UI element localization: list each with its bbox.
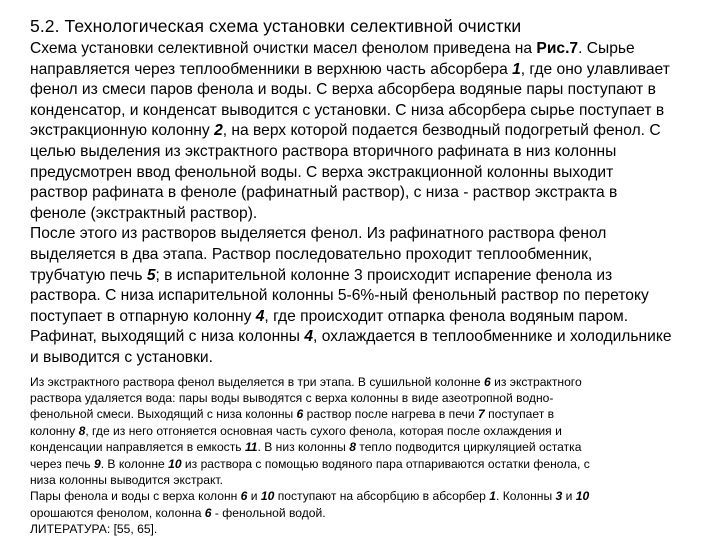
text-segment: трубчатую печь [30, 266, 147, 284]
text-line [30, 286, 702, 307]
text-segment: экстракционную колонну [30, 122, 215, 140]
text-segment: раствор после нагрева в печи [303, 407, 478, 422]
text-segment: , охлаждается в теплообменнике и холодильнике [313, 328, 672, 346]
section-title: 5.2. Технологическая схема установки селективной очистки [30, 16, 522, 36]
main-paragraph [30, 39, 702, 369]
emphasis-number: 2 [214, 122, 223, 140]
text-line [30, 307, 702, 328]
text-line [30, 456, 702, 472]
text-segment: направляется через теплообменники в верхнюю часть абсорбера [30, 60, 513, 78]
text-line [30, 374, 702, 390]
text-line [30, 142, 702, 163]
text-line [30, 348, 702, 369]
emphasis-number: 10 [575, 489, 590, 504]
text-segment: раствор рафината в феноле (рафинатный раствор), с низа - раствор экстракта в [30, 184, 618, 202]
text-segment: поступают на абсорбцию в абсорбер [274, 489, 490, 504]
text-segment: поступает в [484, 407, 555, 422]
text-segment: поступает в отпарную колонну [30, 307, 256, 325]
text-line [30, 101, 702, 122]
text-segment: ЛИТЕРАТУРА: [55, 65]. [30, 522, 158, 537]
emphasis-number: 8 [349, 440, 356, 455]
text-line [30, 224, 702, 245]
text-segment: раствора удаляется вода: пары воды выводятся с верха колонны в виде азеотропной водно- [30, 390, 554, 405]
text-segment: тепло подводится циркуляцией остатка [355, 440, 582, 455]
text-segment: низа колонны выводится экстракт. [30, 472, 223, 487]
emphasis-number: 5 [146, 266, 156, 284]
emphasis-number: 3 [555, 489, 563, 504]
text-segment: , где оно улавливает [520, 60, 670, 78]
text-line [30, 245, 702, 266]
text-line [30, 39, 702, 60]
text-segment: предусмотрен ввод фенольной воды. С верха экстракционной колонны выходит [30, 163, 614, 181]
text-segment: , где из него отгоняется основная часть сухого фенола, которая после охлаждения и [85, 423, 562, 438]
secondary-paragraph [30, 374, 702, 538]
emphasis-number: 6 [204, 505, 212, 520]
text-segment: фенольной смеси. Выходящий с низа колонны [30, 407, 297, 422]
text-line [30, 204, 702, 225]
text-segment: Рафинат, выходящий с низа колонны [30, 328, 305, 346]
text-line [30, 183, 702, 204]
text-segment: фенол из смеси паров фенола и воды. С верха абсорбера водяные пары поступают в [30, 81, 656, 99]
text-segment: и [247, 489, 261, 504]
text-line [30, 390, 702, 406]
text-segment: . Колонны [495, 489, 556, 504]
emphasis-number: 4 [255, 307, 265, 325]
emphasis-number: 6 [484, 374, 491, 389]
text-segment: и [562, 489, 576, 504]
text-segment: - фенольной водой. [211, 505, 326, 520]
text-segment: раствора. С низа испарительной колонны 5-6%-ный фенольный раствор по перетоку [30, 287, 649, 305]
text-line [30, 439, 702, 455]
text-line [30, 472, 702, 488]
emphasis-number: 10 [260, 489, 275, 504]
text-segment: Схема установки селективной очистки масел фенолом приведена на [30, 40, 537, 57]
text-segment: , где происходит отпарка фенола водяным паром. [264, 307, 629, 325]
emphasis-number: 7 [477, 407, 485, 422]
text-segment: . В колонне [100, 456, 169, 471]
text-line [30, 423, 702, 439]
emphasis-number: 1 [512, 60, 521, 78]
text-line [30, 60, 702, 81]
emphasis-number: 1 [489, 489, 496, 504]
emphasis-number: 6 [296, 407, 304, 422]
emphasis-number: 10 [168, 456, 182, 471]
text-segment: ; в испарительной колонне 3 происходит испарение фенола из [155, 266, 613, 284]
text-segment: через печь [30, 456, 94, 471]
text-segment: конденсатор, и конденсат выводится с установки. С низа абсорбера сырье поступает в [30, 101, 665, 119]
text-segment: колонну [30, 423, 79, 438]
text-line [30, 80, 702, 101]
text-segment: , на верх которой подается безводный подогретый фенол. С [222, 122, 661, 140]
text-line [30, 266, 702, 287]
emphasis-number: 11 [244, 440, 258, 455]
text-segment: из экстрактного [490, 374, 582, 389]
text-segment: После этого из растворов выделяется фенол. Из рафинатного раствора фенол [30, 225, 607, 243]
emphasis-number: 4 [304, 328, 314, 346]
document-page [30, 14, 702, 538]
text-segment: выделяется в два этапа. Раствор последовательно проходит теплообменник, [30, 245, 593, 263]
text-line [30, 505, 702, 521]
text-line [30, 521, 702, 537]
emphasis-number: 9 [93, 456, 101, 471]
text-segment: из раствора с помощью водяного пара отпариваются остатки фенола, с [181, 456, 590, 471]
emphasis-number: 6 [240, 489, 248, 504]
text-segment: и выводится с установки. [30, 348, 213, 366]
text-segment: Пары фенола и воды с верха колонн [30, 489, 241, 504]
text-segment: . Сырье [578, 40, 635, 57]
text-line [30, 163, 702, 184]
emphasis-number: Рис.7 [536, 40, 579, 57]
emphasis-number: 8 [78, 423, 86, 438]
text-line [30, 488, 702, 504]
text-segment: Из экстрактного раствора фенол выделяется в три этапа. В сушильной колонне [30, 374, 485, 389]
text-segment: . В низ колонны [257, 440, 350, 455]
text-segment: целью выделения из экстрактного раствора вторичного рафината в низ колонны [30, 142, 617, 160]
text-line [30, 406, 702, 422]
text-segment: феноле (экстрактный раствор). [30, 204, 258, 222]
text-segment: конденсации направляется в емкость [30, 440, 245, 455]
text-segment: орошаются фенолом, колонна [30, 505, 205, 520]
text-line [30, 327, 702, 348]
text-line [30, 121, 702, 142]
